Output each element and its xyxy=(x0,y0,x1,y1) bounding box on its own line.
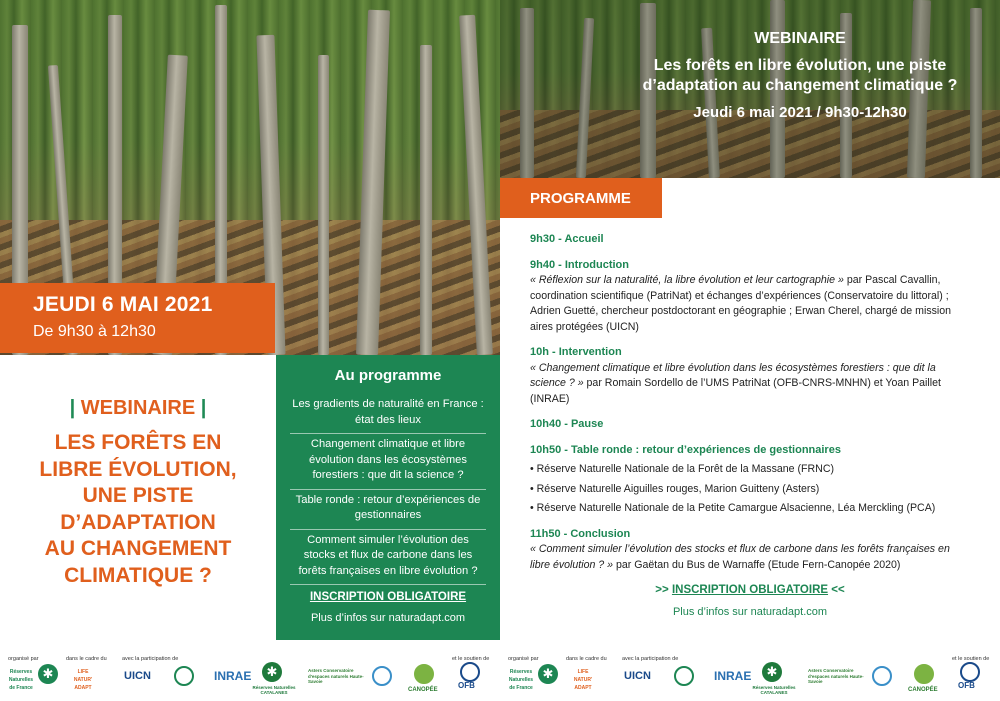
list-item: • Réserve Naturelle Nationale de la Petite Camargue Alsacienne, Léa Merckling (PCA) xyxy=(530,502,936,514)
ofb-icon xyxy=(960,662,980,682)
life-logo: LIFE NATUR' ADAPT xyxy=(73,669,93,691)
left-title-block xyxy=(0,355,276,640)
canopee-logo: CANOPÉE xyxy=(908,687,938,693)
webinaire-heading: | WEBINAIRE | xyxy=(69,397,207,419)
ofb-icon xyxy=(460,662,480,682)
patrinat-icon xyxy=(174,666,194,686)
catalanes-icon xyxy=(262,662,282,682)
programme-item: Comment simuler l’évolution des stocks et flux de carbone dans les forêts françaises en libre évolution ? xyxy=(290,530,486,586)
right-title: Les forêts en libre évolution, une piste d’adaptation au changement climatique ? xyxy=(642,57,958,94)
ofb-logo: OFB xyxy=(458,681,475,690)
logo-strip-right: organisé par dans le cadre du avec la participation de et le soutien de Réserves Naturelles de France ✱ LIFE NATUR' ADAPT UICN INRAE ✱ Réserves Naturelles CATALANES Asters Conservatoire d'espaces naturels Haute-Savoie CANOPÉE OFB xyxy=(500,652,1000,701)
canopee-logo: CANOPÉE xyxy=(408,687,438,693)
canopee-icon xyxy=(414,664,434,684)
event-date: JEUDI 6 MAI 2021 xyxy=(33,293,213,316)
asters-logo: Asters Conservatoire d'espaces naturels Haute-Savoie xyxy=(308,668,364,684)
right-date: Jeudi 6 mai 2021 / 9h30-12h30 xyxy=(693,104,907,121)
life-logo: LIFE NATUR' ADAPT xyxy=(573,669,593,691)
right-inscription-link[interactable]: >> INSCRIPTION OBLIGATOIRE << xyxy=(655,584,845,596)
uicn-logo: UICN xyxy=(124,670,151,682)
rnf-icon xyxy=(38,664,58,684)
catalanes-icon xyxy=(762,662,782,682)
logo-strip-left: organisé par dans le cadre du avec la participation de et le soutien de Réserves Naturelles de France ✱ LIFE NATUR' ADAPT UICN INRAE ✱ Réserves Naturelles CATALANES Asters Conservatoire d'espaces naturels Haute-Savoie CANOPÉE OFB xyxy=(0,652,500,701)
programme-detail xyxy=(530,232,970,620)
slot-pause: 10h40 - Pause xyxy=(530,418,604,430)
ofb-logo: OFB xyxy=(958,681,975,690)
canopee-icon xyxy=(914,664,934,684)
main-title: LES FORÊTS EN LIBRE ÉVOLUTION, UNE PISTE D’ADAPTATION AU CHANGEMENT CLIMATIQUE ? xyxy=(39,431,237,587)
event-time: De 9h30 à 12h30 xyxy=(33,323,156,340)
programme-label: PROGRAMME xyxy=(500,178,662,218)
asters-logo: Asters Conservatoire d'espaces naturels Haute-Savoie xyxy=(808,668,864,684)
programme-item: Les gradients de naturalité en France : état des lieux xyxy=(290,394,486,434)
more-info-link[interactable]: Plus d’infos sur naturadapt.com xyxy=(310,612,466,624)
rnf-logo: Réserves Naturelles de France xyxy=(8,669,34,691)
slot-intervention: 10h - Intervention « Changement climatique et libre évolution dans les écosystèmes forestiers : que dit la science ? » par Romain Sordello de l’UMS PatriNat (OFB-CNRS-MNHN) et Yoan Paillet (INRAE) xyxy=(530,346,941,405)
uicn-logo: UICN xyxy=(624,670,651,682)
slot-introduction: 9h40 - Introduction « Réflexion sur la naturalité, la libre évolution et leur cartographie » par Pascal Cavallin, coordination scientifique (PatriNat) et échanges d’expériences (Conservatoire du littoral) ; Adrien Guetté, chercheur postdoctorant en géographie ; Erwan Cherel, chargé de mission aires protégées (UICN) xyxy=(530,258,952,333)
catalanes-logo: Réserves Naturelles CATALANES xyxy=(252,685,296,695)
inrae-logo: INRAE xyxy=(714,669,752,683)
slot-round-table: 10h50 - Table ronde : retour d’expériences de gestionnaires • Réserve Naturelle Nationale de la Forêt de la Massane (FRNC) • Réserve Naturelle Aiguilles rouges, Marion Guitteny (Asters) • Réserve Naturelle Nationale de la Petite Camargue Alsacienne, Léa Merckling (PCA) xyxy=(530,443,970,517)
slot-conclusion: 11h50 - Conclusion « Comment simuler l’évolution des stocks et flux de carbone dans les forêts françaises en libre évolution ? » par Gaëtan du Bus de Warnaffe (Etude Fern-Canopée 2020) xyxy=(530,527,950,571)
date-banner xyxy=(0,283,275,353)
rnf-icon xyxy=(538,664,558,684)
inscription-link[interactable]: INSCRIPTION OBLIGATOIRE xyxy=(309,591,467,603)
right-header xyxy=(500,30,1000,121)
programme-summary-title: Au programme xyxy=(334,367,442,384)
list-item: • Réserve Naturelle Aiguilles rouges, Marion Guitteny (Asters) xyxy=(530,482,820,495)
rnf-logo: Réserves Naturelles de France xyxy=(508,669,534,691)
right-webinaire-heading: WEBINAIRE xyxy=(754,30,846,47)
petite-camargue-icon xyxy=(872,666,892,686)
patrinat-icon xyxy=(674,666,694,686)
programme-summary xyxy=(276,355,500,640)
slot-accueil: 9h30 - Accueil xyxy=(530,233,604,245)
list-item: • Réserve Naturelle Nationale de la Forêt de la Massane (FRNC) xyxy=(530,463,834,475)
inrae-logo: INRAE xyxy=(214,669,252,683)
right-more-info-link[interactable]: Plus d’infos sur naturadapt.com xyxy=(672,605,828,618)
programme-item: Table ronde : retour d’expériences de gestionnaires xyxy=(290,490,486,530)
programme-item: Changement climatique et libre évolution dans les écosystèmes forestiers : que dit la science ? xyxy=(290,434,486,490)
petite-camargue-icon xyxy=(372,666,392,686)
catalanes-logo: Réserves Naturelles CATALANES xyxy=(752,685,796,695)
